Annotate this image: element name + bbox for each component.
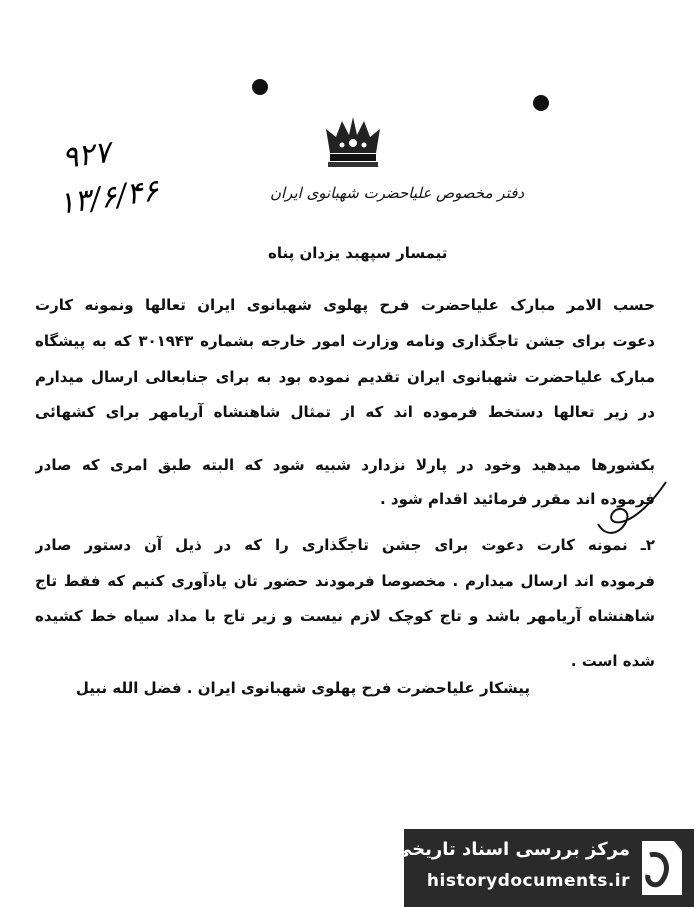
watermark-title: مرکز بررسی اسناد تاریخی [393, 839, 630, 860]
paragraph-1-line: در زیر تعالها دستخط فرموده اند که از تمثال شاهنشاه آریامهر برای کشهائی [35, 403, 655, 421]
paragraph-2-line: شاهنشاه آریامهر باشد و تاج کوچک لازم نیست و زیر تاج با مداد سیاه خط کشیده [35, 607, 655, 625]
punch-hole-left [252, 79, 268, 95]
archive-logo-icon [634, 837, 686, 899]
salutation: تیمسار سپهبد یزدان پناه [268, 244, 448, 262]
handwritten-date: ۱۳/۶/۴۶ [56, 173, 161, 222]
letterhead: دفتر مخصوص علیاحضرت شهبانوی ایران [270, 184, 525, 202]
paragraph-2-line: فرموده اند ارسال میدارم . مخصوصا فرمودند حضور تان یادآوری کنیم که فقط تاج [35, 572, 655, 590]
punch-hole-right [533, 95, 549, 111]
paragraph-1-line: مبارک علیاحضرت شهبانوی ایران تقدیم نموده بود به برای جنابعالی ارسال میدارم [35, 368, 655, 386]
signature-line: پیشکار علیاحضرت فرح پهلوی شهبانوی ایران . فضل الله نبیل [75, 679, 530, 697]
watermark-banner [393, 829, 694, 907]
crown-emblem [322, 115, 384, 171]
paragraph-2-line: ۲ـ نمونه کارت دعوت برای جشن تاجگذاری را که در ذیل آن دستور صادر [35, 536, 655, 554]
paragraph-1-line: فرموده اند مقرر فرمائید اقدام شود . [379, 490, 655, 508]
paragraph-2-line: شده است . [570, 652, 655, 670]
paragraph-1-line: بکشورها میدهید وخود در پارلا نزدارد شبیه شود که البته طبق امری که صادر [35, 456, 655, 474]
paragraph-1-line: حسب الامر مبارک علیاحضرت فرح پهلوی شهبانوی ایران تعالها ونمونه کارت [35, 296, 655, 314]
watermark-url: historydocuments.ir [426, 871, 630, 891]
handwritten-number: ۹۲۷ [59, 134, 113, 177]
paragraph-1-line: دعوت برای جشن تاجگذاری ونامه وزارت امور خارجه بشماره ۳۰۱۹۴۳ که به پیشگاه [35, 332, 655, 350]
